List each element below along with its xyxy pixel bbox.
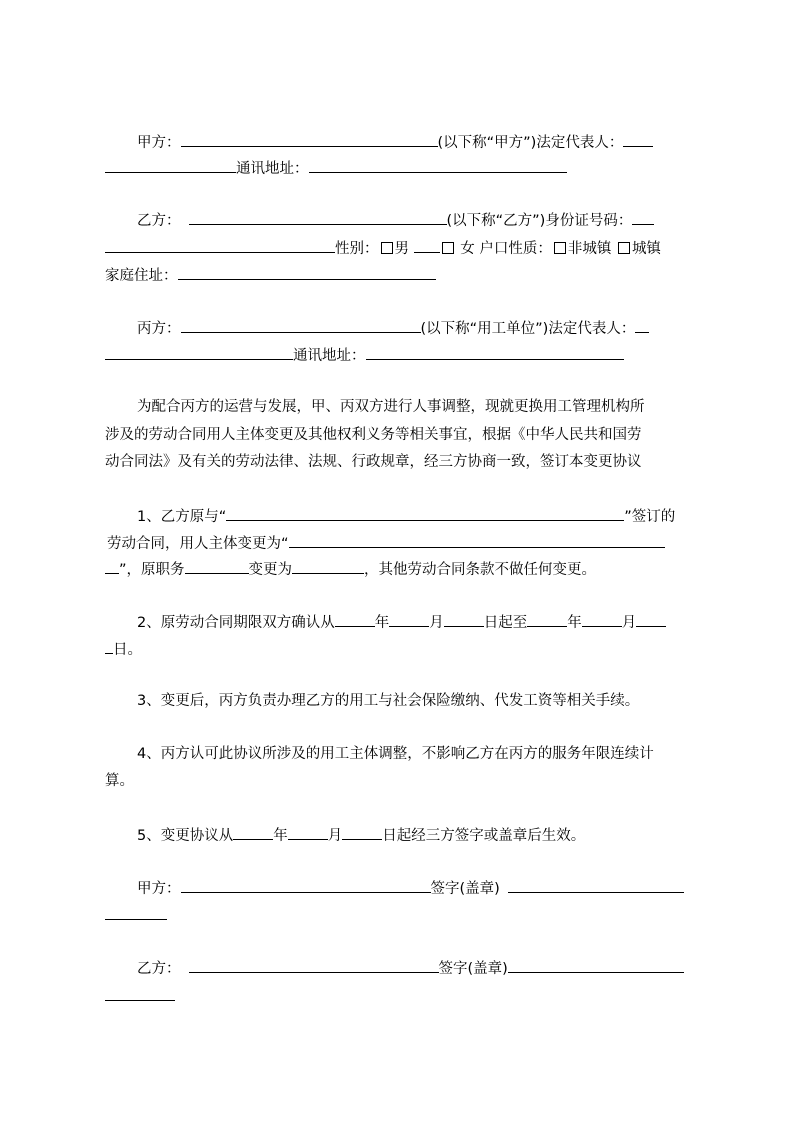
party-b-label: 乙方： xyxy=(137,213,181,229)
party-a-address-label: 通讯地址： xyxy=(236,161,309,177)
hukou-label: 户口性质： xyxy=(479,241,552,257)
town-label: 城镇 xyxy=(631,241,661,257)
home-address-label: 家庭住址： xyxy=(105,268,178,284)
gender-label: 性别： xyxy=(335,241,379,257)
sign-party-a-label: 甲方： xyxy=(137,881,181,897)
clause-1-line-2 xyxy=(107,532,665,554)
clause-2-month-1: 月 xyxy=(429,615,444,631)
clause-5-month: 月 xyxy=(327,828,343,844)
party-c-address-blank[interactable] xyxy=(366,344,624,360)
clause-1-a: 1、乙方原与“ xyxy=(137,509,227,525)
clause-1-e: 变更为 xyxy=(248,562,293,578)
clause-2-line-2 xyxy=(105,638,142,660)
party-c-line-2 xyxy=(105,344,624,366)
clause-1-c: 劳动合同，用人主体变更为“ xyxy=(107,536,289,552)
clause-1-b: ”签订的 xyxy=(624,509,676,525)
clause-2-month-2: 月 xyxy=(621,615,637,631)
sign-party-b-seal-label: 签字(盖章) xyxy=(438,961,508,977)
clause-2-a: 2、原劳动合同期限双方确认从 xyxy=(137,615,335,631)
effective-month-blank[interactable] xyxy=(288,824,328,840)
end-year-blank[interactable] xyxy=(527,611,567,627)
intro-line-1: 为配合丙方的运营与发展，甲、丙双方进行人事调整，现就更换用工管理机构所 xyxy=(137,399,645,415)
clause-2-from: 日起至 xyxy=(483,615,528,631)
gender-blank[interactable] xyxy=(414,237,440,253)
home-address-blank[interactable] xyxy=(178,264,436,280)
clause-5-a: 5、变更协议从 xyxy=(137,828,234,844)
party-a-rep-blank[interactable] xyxy=(623,131,653,147)
new-employer-blank[interactable] xyxy=(289,532,665,548)
party-b-id-blank[interactable] xyxy=(632,209,654,225)
female-label: 女 xyxy=(460,241,475,257)
sign-party-b-label: 乙方： xyxy=(137,961,181,977)
party-b-line-2 xyxy=(105,237,661,259)
non-town-label: 非城镇 xyxy=(567,241,612,257)
clause-4-line-1: 4、丙方认可此协议所涉及的用工主体调整，不影响乙方在丙方的服务年限连续计 xyxy=(137,746,654,762)
party-b-alias: (以下称“乙方”)身份证号码： xyxy=(446,213,633,229)
party-b-line-3 xyxy=(105,264,436,286)
clause-2-line-1 xyxy=(137,611,666,633)
male-checkbox[interactable] xyxy=(381,242,393,254)
start-month-blank[interactable] xyxy=(389,611,429,627)
party-a-line-2 xyxy=(105,157,567,179)
sign-party-a-seal-label: 签字(盖章) xyxy=(430,881,500,897)
new-employer-blank-cont[interactable] xyxy=(105,558,119,574)
intro-line-2: 涉及的劳动合同用人主体变更及其他权利义务等相关事宜，根据《中华人民共和国劳 xyxy=(105,427,642,443)
sign-party-b-line-1 xyxy=(137,957,684,979)
intro-line-3: 动合同法》及有关的劳动法律、法规、行政规章，经三方协商一致，签订本变更协议 xyxy=(105,454,642,470)
clause-5-rest: 日起经三方签字或盖章后生效。 xyxy=(382,828,586,844)
party-a-label: 甲方： xyxy=(137,135,181,151)
clause-1-line-1 xyxy=(137,505,675,527)
party-c-rep-blank[interactable] xyxy=(635,317,649,333)
non-town-checkbox[interactable] xyxy=(554,242,566,254)
clause-2-year-1: 年 xyxy=(374,615,390,631)
party-b-name-blank[interactable] xyxy=(189,209,447,225)
sign-party-a-line-1 xyxy=(137,877,684,899)
start-day-blank[interactable] xyxy=(444,611,484,627)
party-a-address-blank[interactable] xyxy=(309,157,567,173)
effective-year-blank[interactable] xyxy=(233,824,273,840)
clause-4-line-2: 算。 xyxy=(105,773,134,789)
sign-party-b-line-2 xyxy=(105,985,175,1007)
party-a-alias: (以下称“甲方”)法定代表人： xyxy=(437,135,624,151)
clause-2-year-2: 年 xyxy=(567,615,582,631)
party-c-address-label: 通讯地址： xyxy=(293,348,366,364)
party-c-alias: (以下称“用工单位”)法定代表人： xyxy=(420,321,636,337)
start-year-blank[interactable] xyxy=(335,611,375,627)
party-c-line-1 xyxy=(137,317,649,339)
original-employer-blank[interactable] xyxy=(226,505,624,521)
sign-party-b-seal-blank[interactable] xyxy=(508,957,684,973)
party-c-rep-blank-cont[interactable] xyxy=(105,344,293,360)
sign-party-a-seal-blank[interactable] xyxy=(508,877,684,893)
end-day-blank-cont[interactable] xyxy=(105,638,113,654)
new-position-blank[interactable] xyxy=(292,558,364,574)
party-a-line-1 xyxy=(137,131,653,153)
sign-party-b-seal-blank-cont[interactable] xyxy=(105,985,175,1001)
clause-3-line: 3、变更后，丙方负责办理乙方的用工与社会保险缴纳、代发工资等相关手续。 xyxy=(137,693,640,709)
sign-party-a-name-blank[interactable] xyxy=(181,877,431,893)
end-day-blank[interactable] xyxy=(636,611,666,627)
town-checkbox[interactable] xyxy=(618,242,630,254)
party-c-label: 丙方： xyxy=(137,321,181,337)
party-c-name-blank[interactable] xyxy=(181,317,421,333)
sign-party-a-line-2 xyxy=(105,904,167,926)
clause-2-day-end: 日。 xyxy=(113,642,142,658)
clause-5-line xyxy=(137,824,585,846)
party-a-name-blank[interactable] xyxy=(181,131,438,147)
clause-1-f: ，其他劳动合同条款不做任何变更。 xyxy=(364,562,597,578)
sign-party-a-seal-blank-cont[interactable] xyxy=(105,904,167,920)
clause-1-d: ”，原职务 xyxy=(119,562,185,578)
effective-day-blank[interactable] xyxy=(342,824,382,840)
clause-5-year: 年 xyxy=(273,828,288,844)
party-b-line-1 xyxy=(137,209,654,231)
sign-party-b-name-blank[interactable] xyxy=(189,957,439,973)
party-b-id-blank-cont[interactable] xyxy=(105,237,335,253)
original-position-blank[interactable] xyxy=(185,558,249,574)
party-a-rep-blank-cont[interactable] xyxy=(105,157,236,173)
clause-1-line-3 xyxy=(105,558,596,580)
male-label: 男 xyxy=(394,241,409,257)
female-checkbox[interactable] xyxy=(442,242,454,254)
end-month-blank[interactable] xyxy=(582,611,622,627)
